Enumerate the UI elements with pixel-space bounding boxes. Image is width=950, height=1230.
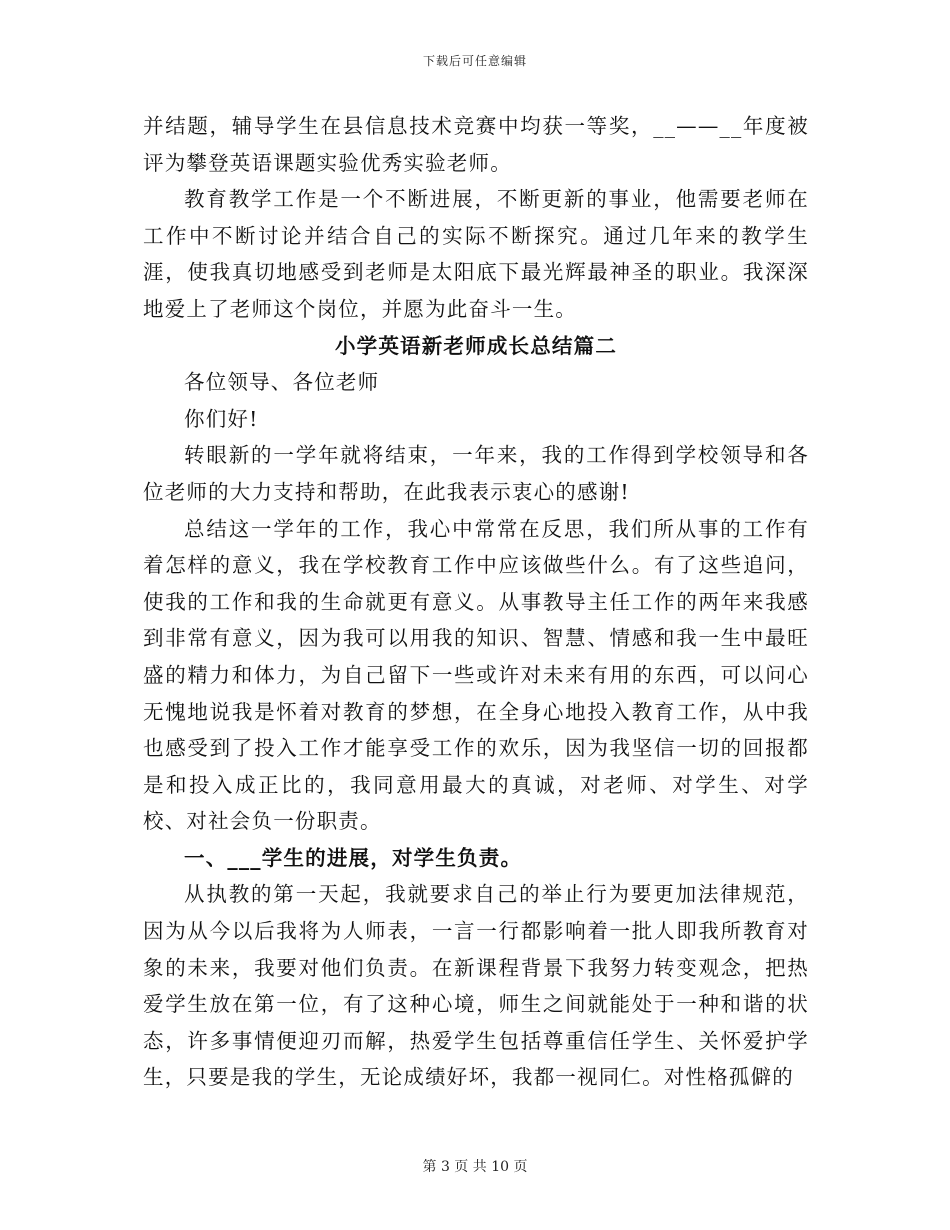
- paragraph-1: 并结题，辅导学生在县信息技术竞赛中均获一等奖，__——__年度被评为攀登英语课题实验优秀实验老师。: [143, 114, 809, 175]
- paragraph-2: 教育教学工作是一个不断进展，不断更新的事业，他需要老师在工作中不断讨论并结合自己的实际不断探究。通过几年来的教学生涯，使我真切地感受到老师是太阳底下最光辉最神圣的职业。我深深地爱上了老师这个岗位，并愿为此奋斗一生。: [143, 187, 809, 321]
- paragraph-4: 总结这一学年的工作，我心中常常在反思，我们所从事的工作有着怎样的意义，我在学校教育工作中应该做些什么。有了这些追问，使我的工作和我的生命就更有意义。从事教导主任工作的两年来我感到非常有意义，因为我可以用我的知识、智慧、情感和我一生中最旺盛的精力和体力，为自己留下一些或许对未来有用的东西，可以问心无愧地说我是怀着对教育的梦想，在全身心地投入教育工作，从中我也感受到了投入工作才能享受工作的欢乐，因为我坚信一切的回报都是和投入成正比的，我同意用最大的真诚，对老师、对学生、对学校、对社会负一份职责。: [143, 516, 809, 834]
- paragraph-3: 转眼新的一学年就将结束，一年来，我的工作得到学校领导和各位老师的大力支持和帮助，在此我表示衷心的感谢!: [143, 443, 809, 504]
- greeting: 你们好!: [184, 406, 259, 431]
- subsection-heading-1: 一、___学生的进展，对学生负责。: [184, 845, 523, 870]
- paragraph-5: 从执教的第一天起，我就要求自己的举止行为要更加法律规范，因为从今以后我将为人师表，一言一行都影响着一批人即我所教育对象的未来，我要对他们负责。在新课程背景下我努力转变观念，把热爱学生放在第一位，有了这种心境，师生之间就能处于一种和谐的状态，许多事情便迎刃而解，热爱学生包括尊重信任学生、关怀爱护学生，只要是我的学生，无论成绩好坏，我都一视同仁。对性格孤僻的: [143, 882, 809, 1090]
- section-title: 小学英语新老师成长总结篇二: [334, 333, 618, 358]
- salutation: 各位领导、各位老师: [184, 370, 380, 395]
- page-number: 第 3 页 共 10 页: [422, 1159, 528, 1175]
- page-header-note: 下载后可任意编辑: [422, 54, 527, 68]
- document-body: [143, 108, 809, 1096]
